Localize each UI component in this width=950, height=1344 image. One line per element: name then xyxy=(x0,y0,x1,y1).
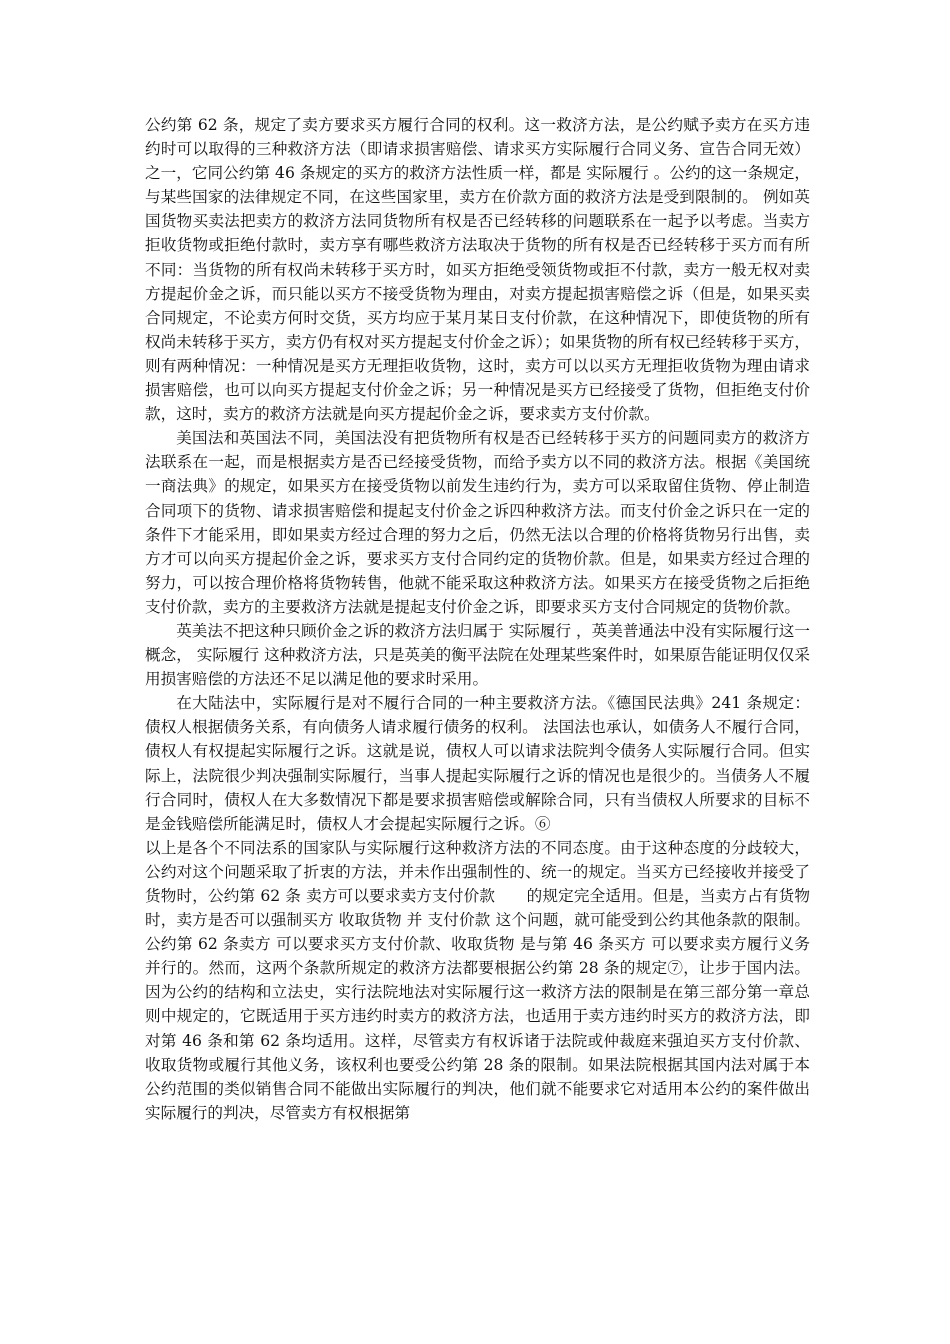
paragraph-4: 在大陆法中，实际履行是对不履行合同的一种主要救济方法。《德国民法典》241 条规定： 债权人根据债务关系，有向债务人请求履行债务的权利。 法国法也承认，如债务人不履行合同，债权人有权提起实际履行之诉。这就是说，债权人可以请求法院判令债务人实际履行合同。但实际上，法院很少判决强制实际履行，当事人提起实际履行之诉的情况也是很少的。当债务人不履行合同时，债权人在大多数情况下都是要求损害赔偿或解除合同，只有当债权人所要求的目标不是金钱赔偿所能满足时，债权人才会提起实际履行之诉。⑥ xyxy=(145,694,810,833)
paragraph-3: 英美法不把这种只顾价金之诉的救济方法归属于 实际履行 ，英美普通法中没有实际履行这一概念， 实际履行 这种救济方法，只是英美的衡平法院在处理某些案件时，如果原告能证明仅仅采用损害赔偿的方法还不足以满足他的要求时采用。 xyxy=(145,621,810,689)
paragraph-1: 公约第 62 条，规定了卖方要求买方履行合同的权利。这一救济方法，是公约赋予卖方在买方违约时可以取得的三种救济方法（即请求损害赔偿、请求买方实际履行合同义务、宣告合同无效）之一，它同公约第 46 条规定的买方的救济方法性质一样，都是 实际履行 。公约的这一条规定，与某些国家的法律规定不同，在这些国家里，卖方在价款方面的救济方法是受到限制的。 例如英国货物买卖法把卖方的救济方法同货物所有权是否已经转移的问题联系在一起予以考虑。当卖方拒收货物或拒绝付款时，卖方享有哪些救济方法取决于货物的所有权是否已经转移于买方而有所不同：当货物的所有权尚未转移于买方时，如买方拒绝受领货物或拒不付款，卖方一般无权对卖方提起价金之诉，而只能以买方不接受货物为理由，对卖方提起损害赔偿之诉（但是，如果买卖合同规定，不论卖方何时交货，买方均应于某月某日支付价款，在这种情况下，即使货物的所有权尚未转移于买方，卖方仍有权对买方提起支付价金之诉）；如果货物的所有权已经转移于买方，则有两种情况：一种情况是买方无理拒收货物，这时，卖方可以以买方无理拒收货物为理由请求损害赔偿，也可以向买方提起支付价金之诉；另一种情况是买方已经接受了货物，但拒绝支付价款，这时，卖方的救济方法就是向买方提起价金之诉，要求卖方支付价款。 xyxy=(145,116,810,424)
paragraph-2: 美国法和英国法不同，美国法没有把货物所有权是否已经转移于买方的问题同卖方的救济方法联系在一起，而是根据卖方是否已经接受货物，而给予卖方以不同的救济方法。根据《美国统一商法典》的规定，如果买方在接受货物以前发生违约行为，卖方可以采取留住货物、停止制造合同项下的货物、请求损害赔偿和提起支付价金之诉四种救济方法。而支付价金之诉只在一定的条件下才能采用，即如果卖方经过合理的努力之后，仍然无法以合理的价格将货物另行出售，卖方才可以向买方提起价金之诉，要求买方支付合同约定的货物价款。但是，如果卖方经过合理的努力，可以按合理价格将货物转售，他就不能采取这种救济方法。如果买方在接受货物之后拒绝支付价款，卖方的主要救济方法就是提起支付价金之诉，即要求买方支付合同规定的货物价款。 xyxy=(145,429,810,616)
paragraph-5: 以上是各个不同法系的国家队与实际履行这种救济方法的不同态度。由于这种态度的分歧较大，公约对这个问题采取了折衷的方法，并未作出强制性的、统一的规定。当买方已经接收并接受了货物时，公约第 62 条 卖方可以要求卖方支付价款 的规定完全适用。但是，当卖方占有货物时，卖方是否可以强制买方 收取货物 并 支付价款 这个问题，就可能受到公约其他条款的限制。公约第 62 条卖方 可以要求买方支付价款、收取货物 是与第 46 条买方 可以要求卖方履行义务 并行的。然而，这两个条款所规定的救济方法都要根据公约第 28 条的规定⑦，让步于国内法。因为公约的结构和立法史，实行法院地法对实际履行这一救济方法的限制是在第三部分第一章总则中规定的，它既适用于买方违约时卖方的救济方法，也适用于卖方违约时买方的救济方法，即对第 46 条和第 62 条均适用。这样，尽管卖方有权诉诸于法院或仲裁庭来强迫买方支付价款、收取货物或履行其他义务，该权利也要受公约第 28 条的限制。如果法院根据其国内法对属于本公约范围的类似销售合同不能做出实际履行的判决，他们就不能要求它对适用本公约的案件做出实际履行的判决，尽管卖方有权根据第 xyxy=(145,838,810,1122)
document-page xyxy=(145,113,810,1125)
